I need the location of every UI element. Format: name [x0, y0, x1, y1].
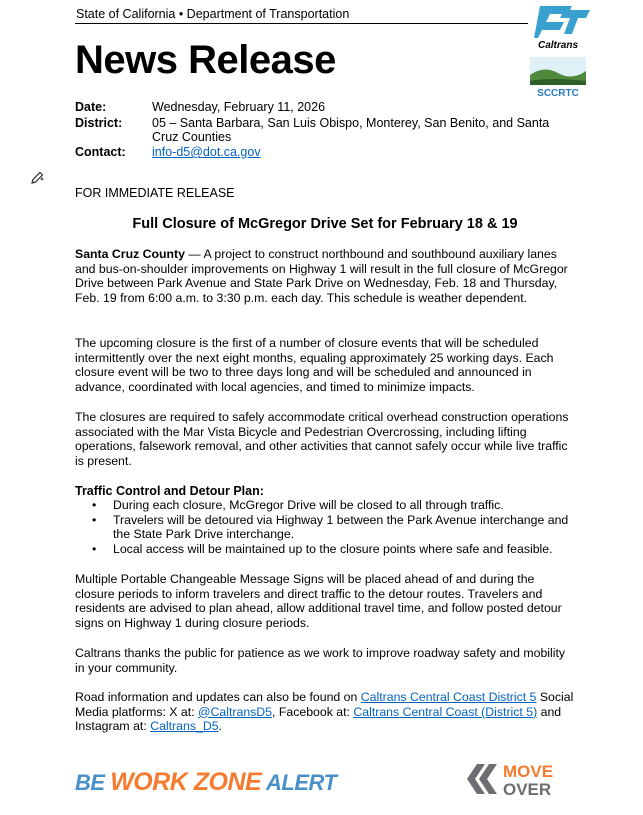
wza-work-zone: WORK ZONE [110, 768, 262, 796]
contact-email-link[interactable]: info-d5@dot.ca.gov [152, 145, 261, 159]
social-text-1: Road information and updates can also be found on [75, 690, 361, 704]
intro-text: — A project to construct northbound and southbound auxiliary lanes and bus-on-shoulder improvements on Highway 1 will result in the full closure of McGregor Drive between Park Avenue and State Park Drive on Wednesday, Feb. 18 and Thursday, Feb. 19 from 6:00 a.m. to 3:30 p.m. each day. This schedule is weather dependent. [75, 247, 568, 305]
paragraph-intro [75, 247, 577, 305]
detour-list [75, 498, 580, 556]
district5-link[interactable]: Caltrans Central Coast District 5 [360, 690, 537, 704]
sccrtc-logo [530, 57, 586, 99]
paragraph-closure-reason: The closures are required to safely accommodate critical overhead construction operations associated with the Mar Vista Bicycle and Pedestrian Overcrossing, including lifting operations, falsework removal, and other activities that cannot safely occur while live traffic is present. [75, 410, 569, 468]
bullet-icon: • [92, 512, 97, 527]
date-value: Wednesday, February 11, 2026 [152, 100, 326, 114]
header-divider [75, 23, 528, 24]
caltrans-logo-shape-right [560, 10, 590, 34]
move-over-logo [465, 760, 577, 798]
edit-pen-icon[interactable] [29, 170, 45, 186]
caltrans-logo [528, 4, 592, 52]
list-item [92, 498, 580, 513]
sccrtc-logo-text: SCCRTC [537, 88, 579, 99]
work-zone-alert-logo [75, 768, 336, 797]
paragraph-thanks: Caltrans thanks the public for patience as we work to improve roadway safety and mobility in your community. [75, 646, 566, 675]
paragraph-closure-schedule: The upcoming closure is the first of a number of closure events that will be scheduled intermittently over the next eight months, equaling approximately 25 working days. Each closure event will be two to three days long and will be scheduled and announced in advance, coordinated with local agencies, and timed to minimize impacts. [75, 336, 554, 394]
headline: Full Closure of McGregor Drive Set for February 18 & 19 [132, 216, 518, 232]
page-title: News Release [75, 38, 336, 82]
list-item [92, 541, 580, 557]
date-label: Date: [75, 100, 107, 114]
x-link[interactable]: @CaltransD5 [198, 704, 273, 719]
contact-value [152, 145, 572, 159]
list-item [92, 512, 580, 542]
instagram-link[interactable]: Caltrans_D5 [150, 719, 219, 734]
list-item-text: Local access will be maintained up to the closure points where safe and feasible. [113, 541, 553, 556]
agency-line: State of California • Department of Transportation [76, 7, 350, 21]
move-over-over: OVER [503, 780, 552, 798]
list-item-text: Travelers will be detoured via Highway 1 between the Park Avenue interchange and the State Park Drive interchange. [113, 512, 569, 542]
social-text-3: , Facebook at: [272, 704, 354, 719]
paragraph-social [75, 690, 577, 734]
move-over-move: MOVE [503, 762, 554, 781]
contact-label: Contact: [75, 145, 126, 159]
district-label: District: [75, 116, 123, 130]
facebook-link[interactable]: Caltrans Central Coast (District 5) [353, 704, 538, 719]
social-text-5: . [218, 719, 222, 734]
wza-alert: ALERT [266, 770, 337, 795]
intro-lead: Santa Cruz County [75, 247, 185, 261]
release-tag: FOR IMMEDIATE RELEASE [75, 186, 235, 200]
bullet-icon: • [92, 541, 97, 556]
bullet-icon: • [92, 498, 97, 512]
caltrans-logo-text: Caltrans [537, 40, 579, 51]
social-text-4: and Instagram at: [75, 704, 562, 734]
paragraph-message-signs: Multiple Portable Changeable Message Signs will be placed ahead of and during the closure periods to inform travelers and direct traffic to the detour routes. Travelers and residents are advised to plan ahead, allow additional travel time, and follow posted detour signs on Highway 1 during closure periods. [75, 572, 562, 630]
wza-be: BE [75, 770, 105, 795]
social-text-2: Social Media platforms: X at: [75, 690, 574, 719]
detour-heading: Traffic Control and Detour Plan: [75, 484, 264, 498]
list-item-text: During each closure, McGregor Drive will be closed to all through traffic. [113, 498, 504, 512]
district-value: 05 – Santa Barbara, San Luis Obispo, Monterey, San Benito, and Santa Cruz Counties [152, 116, 550, 144]
